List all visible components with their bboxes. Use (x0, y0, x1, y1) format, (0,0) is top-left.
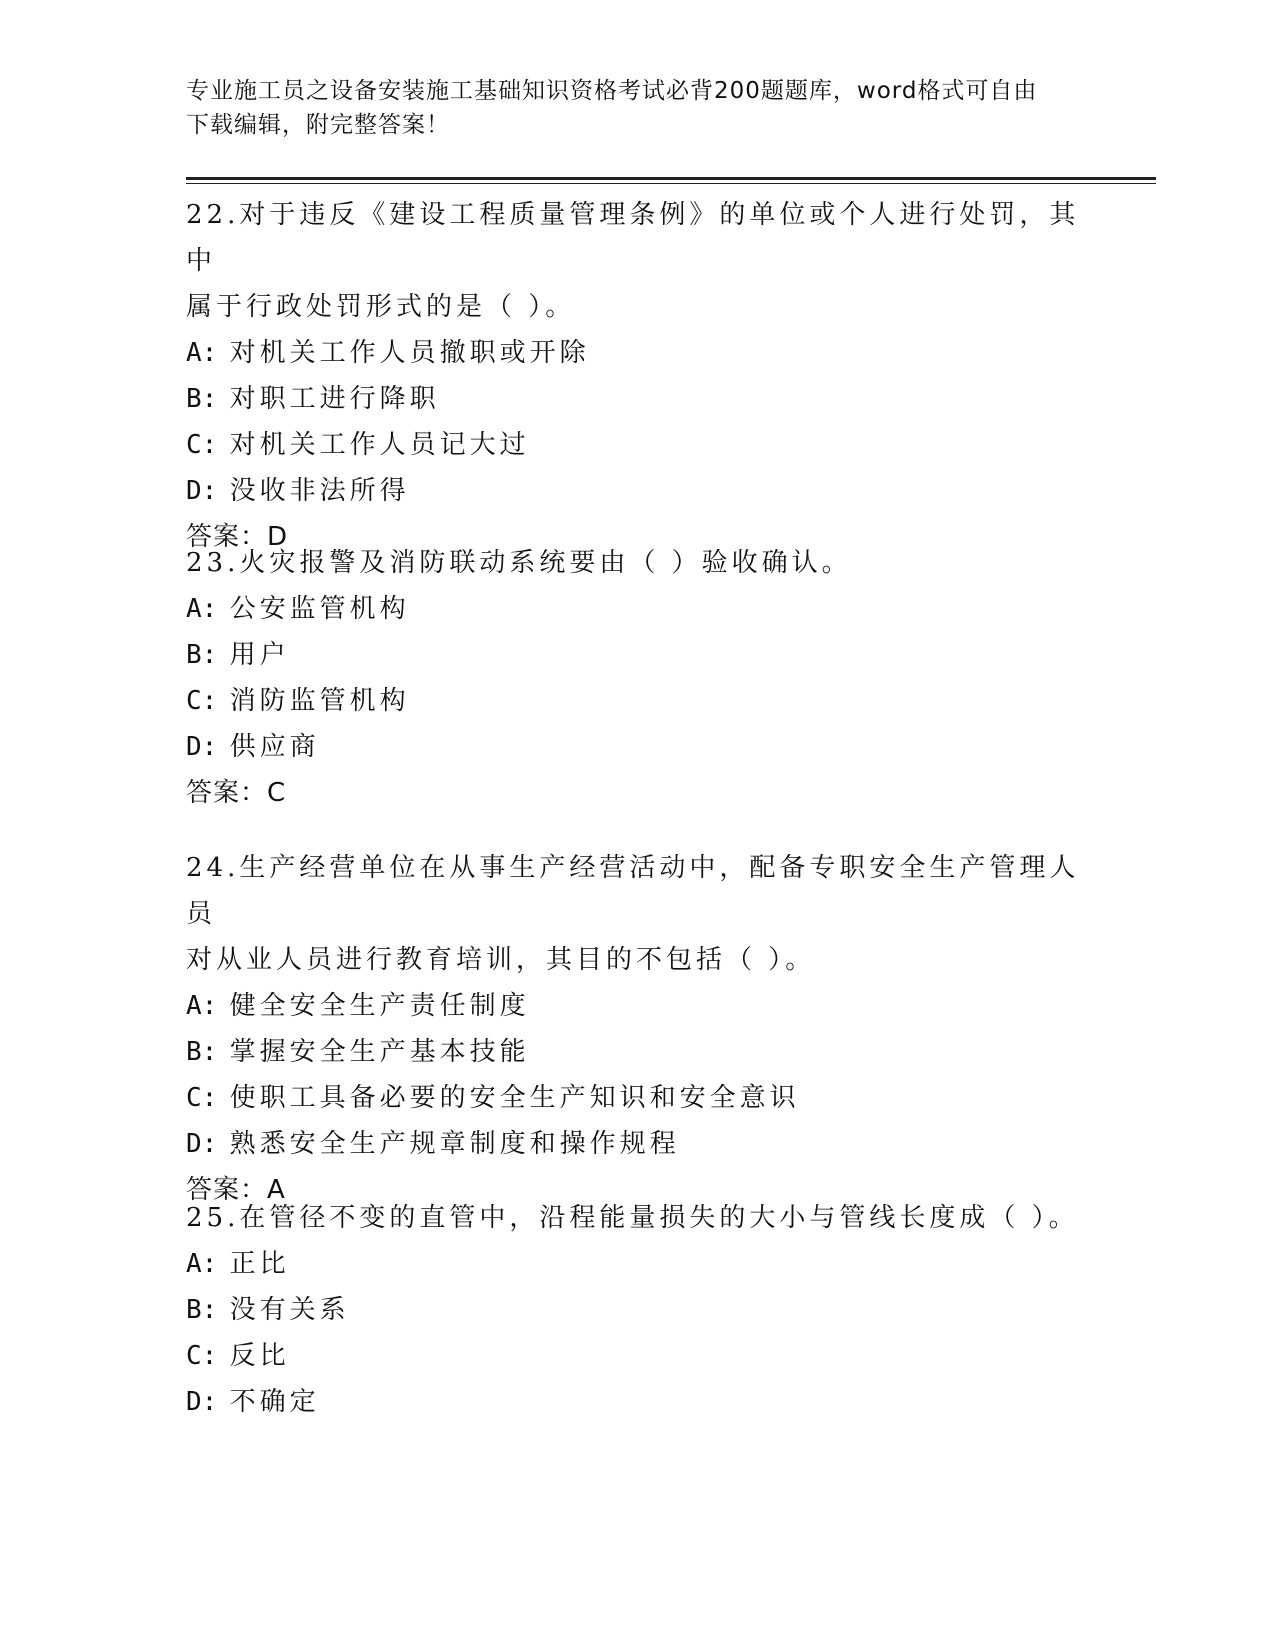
option-text: 没收非法所得 (229, 476, 410, 506)
option-text: 对机关工作人员记大过 (229, 430, 530, 460)
option-letter: B: (186, 384, 218, 414)
option-letter: A: (186, 1249, 218, 1279)
header-divider-thin (186, 183, 1156, 184)
answer-line: 答案：C (186, 778, 287, 808)
option-text: 用户 (229, 640, 290, 670)
option-letter: D: (186, 1129, 218, 1159)
option-letter: C: (186, 430, 218, 460)
option-letter: A: (186, 991, 218, 1021)
option-d (186, 724, 1086, 770)
option-a (186, 586, 1086, 632)
option-b (186, 632, 1086, 678)
option-a (186, 330, 1086, 376)
header-line-1: 专业施工员之设备安装施工基础知识资格考试必背200题题库，word格式可自由 (186, 78, 1038, 104)
option-c (186, 422, 1086, 468)
option-letter: B: (186, 1037, 218, 1067)
option-letter: D: (186, 1387, 218, 1417)
option-text: 使职工具备必要的安全生产知识和安全意识 (229, 1083, 800, 1113)
question-25 (186, 1195, 1086, 1425)
option-d (186, 468, 1086, 514)
header-divider-thick (186, 177, 1156, 180)
option-c (186, 1333, 1086, 1379)
question-22 (186, 192, 1086, 560)
option-text: 供应商 (229, 732, 320, 762)
option-a (186, 983, 1086, 1029)
option-d (186, 1121, 1086, 1167)
option-text: 正比 (229, 1249, 290, 1279)
option-text: 健全安全生产责任制度 (229, 991, 530, 1021)
option-text: 没有关系 (229, 1295, 350, 1325)
question-stem-line: 属于行政处罚形式的是（ ）。 (186, 292, 576, 322)
answer-line: 答案：A (186, 1175, 286, 1205)
option-letter: C: (186, 686, 218, 716)
option-letter: C: (186, 1083, 218, 1113)
header-line-2: 下载编辑，附完整答案！ (186, 112, 450, 138)
option-b (186, 376, 1086, 422)
option-text: 对机关工作人员撤职或开除 (229, 338, 590, 368)
document-header (186, 74, 1086, 142)
option-letter: B: (186, 640, 218, 670)
option-letter: D: (186, 476, 218, 506)
question-23 (186, 540, 1086, 816)
option-d (186, 1379, 1086, 1425)
option-b (186, 1029, 1086, 1075)
option-a (186, 1241, 1086, 1287)
question-stem-line: 25.在管径不变的直管中，沿程能量损失的大小与管线长度成（ ）。 (186, 1203, 1079, 1233)
option-c (186, 1075, 1086, 1121)
option-c (186, 678, 1086, 724)
option-text: 反比 (229, 1341, 290, 1371)
question-stem-line: 对从业人员进行教育培训，其目的不包括（ ）。 (186, 945, 816, 975)
question-24 (186, 845, 1086, 1213)
option-text: 公安监管机构 (229, 594, 410, 624)
option-text: 不确定 (229, 1387, 320, 1417)
option-letter: D: (186, 732, 218, 762)
answer-line: 答案：D (186, 522, 289, 552)
option-text: 对职工进行降职 (229, 384, 440, 414)
option-text: 掌握安全生产基本技能 (229, 1037, 530, 1067)
option-b (186, 1287, 1086, 1333)
option-text: 消防监管机构 (229, 686, 410, 716)
option-letter: C: (186, 1341, 218, 1371)
question-stem-line: 24.生产经营单位在从事生产经营活动中，配备专职安全生产管理人员 (186, 853, 1080, 929)
option-text: 熟悉安全生产规章制度和操作规程 (229, 1129, 680, 1159)
question-stem-line: 22.对于违反《建设工程质量管理条例》的单位或个人进行处罚，其中 (186, 200, 1080, 276)
question-stem-line: 23.火灾报警及消防联动系统要由（ ）验收确认。 (186, 548, 852, 578)
option-letter: B: (186, 1295, 218, 1325)
option-letter: A: (186, 594, 218, 624)
option-letter: A: (186, 338, 218, 368)
